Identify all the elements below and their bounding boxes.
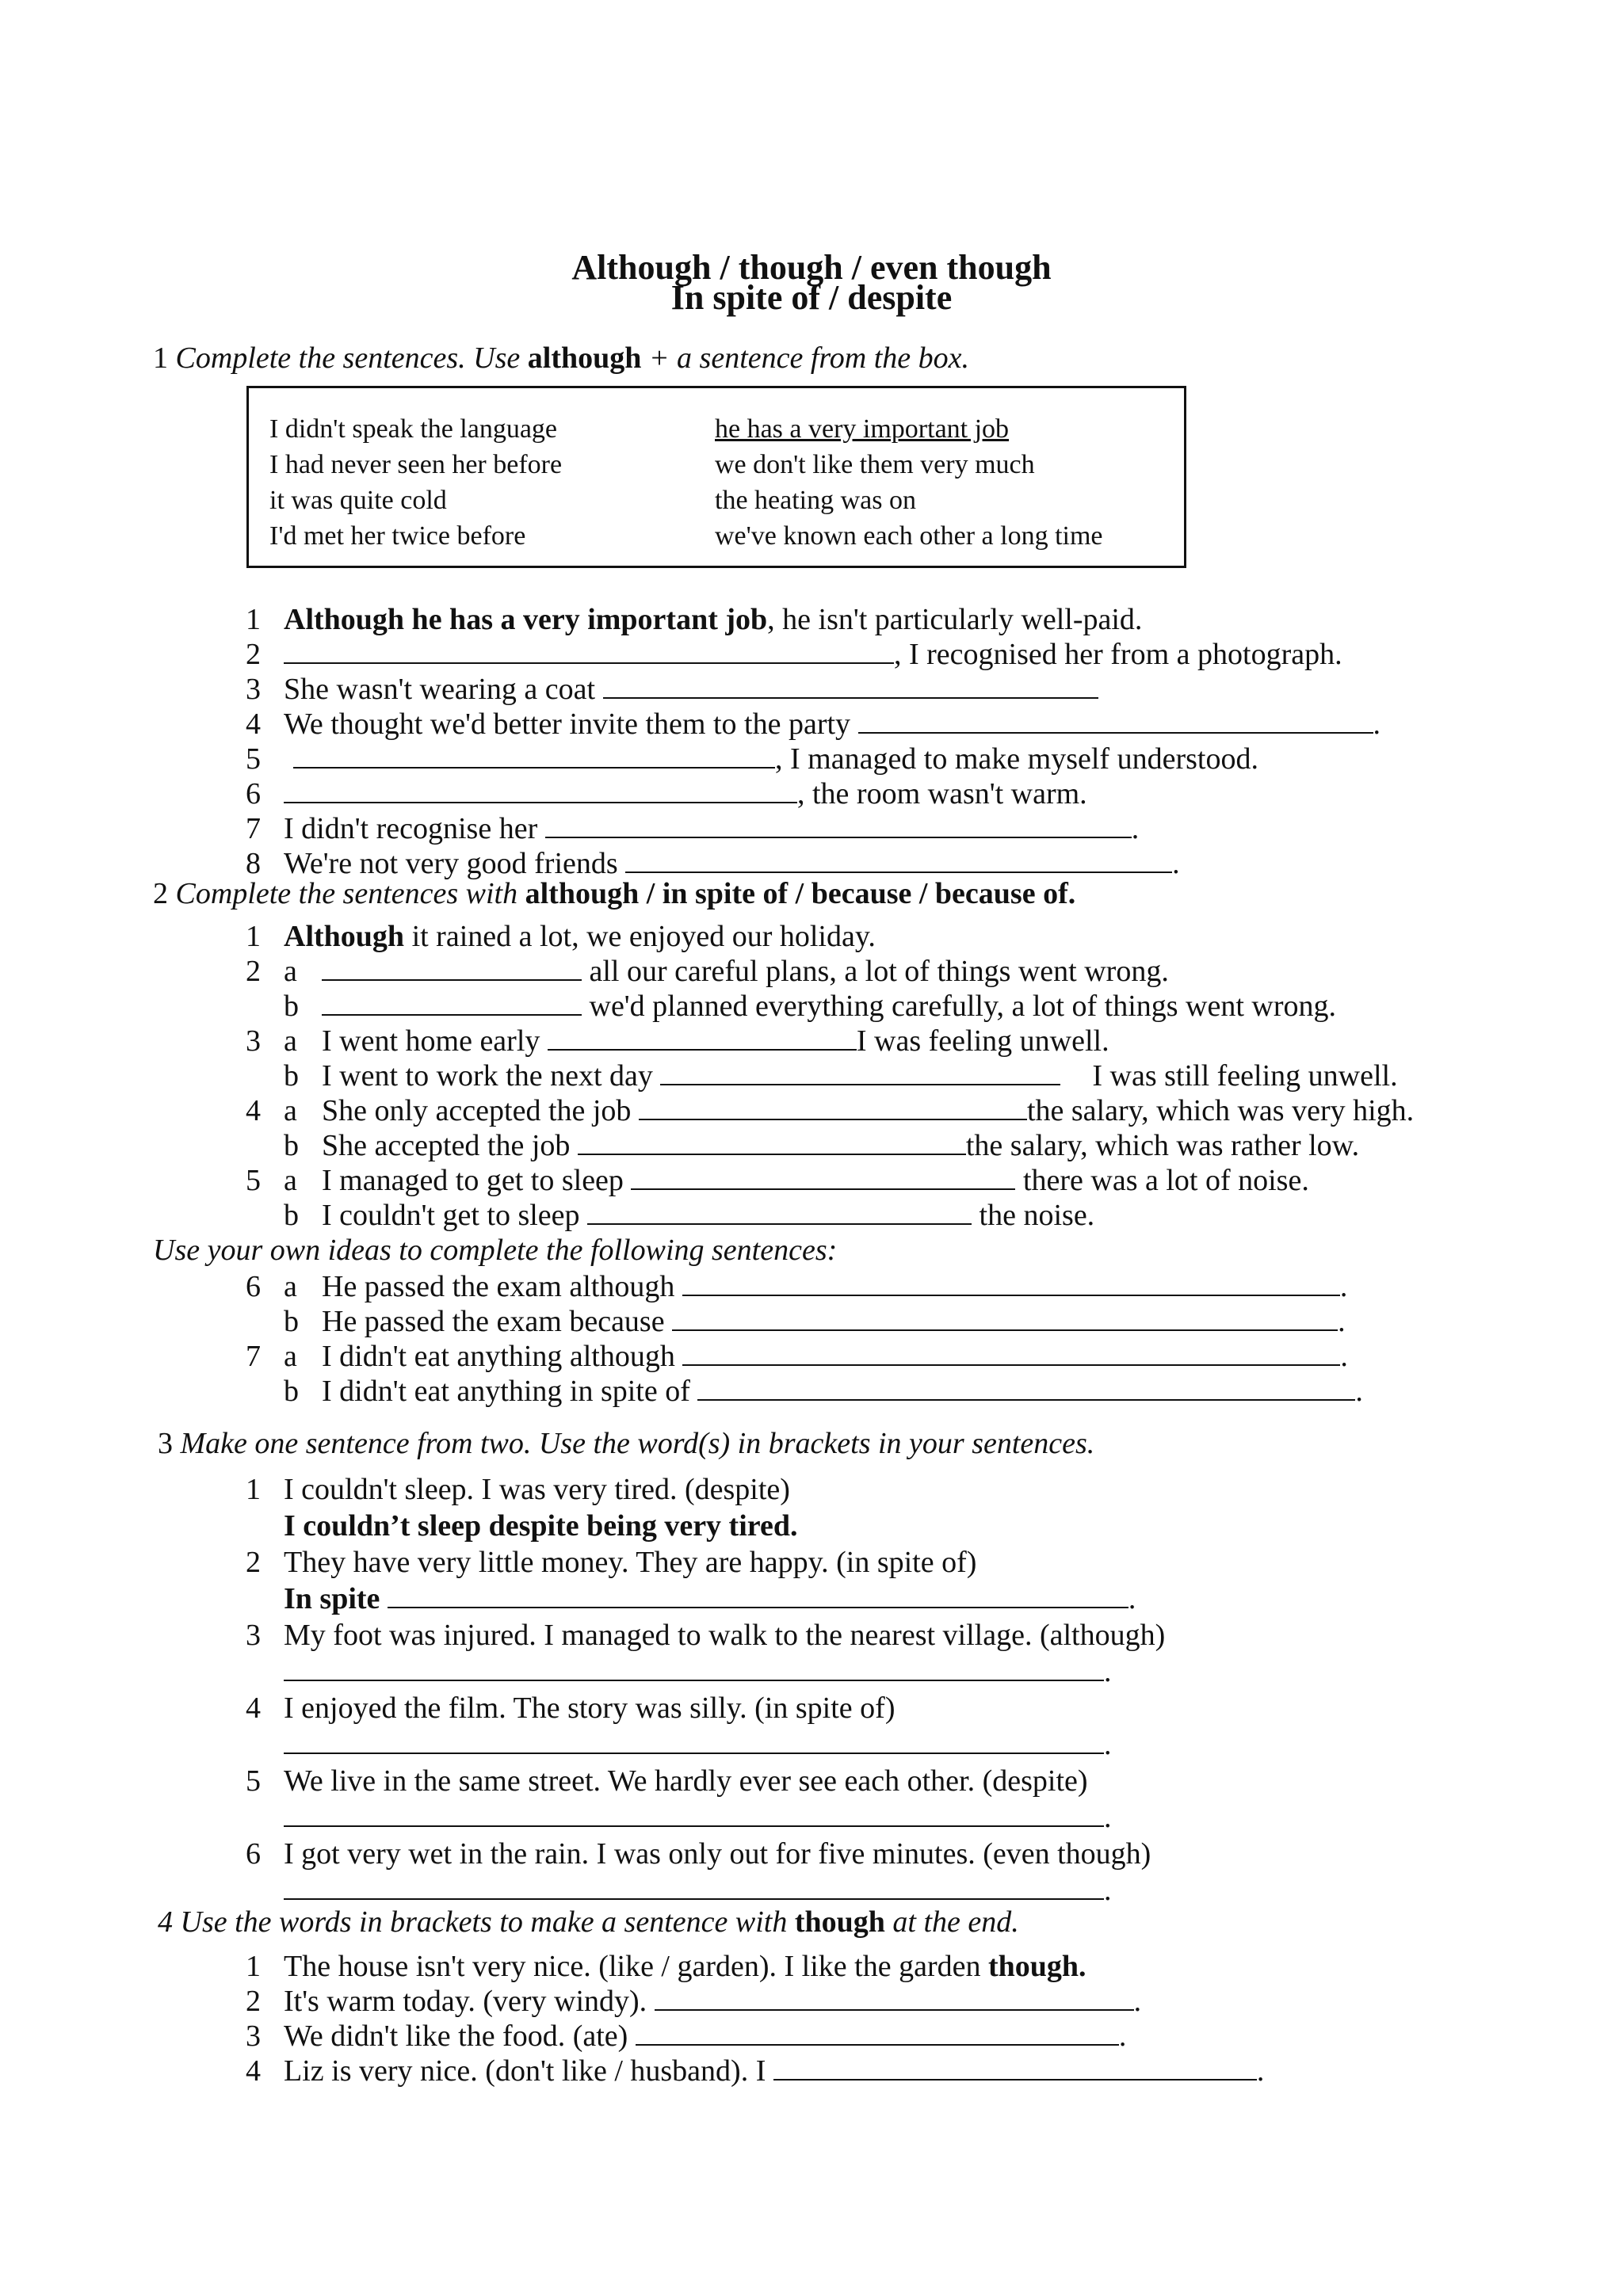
item-number: 2 — [246, 955, 261, 988]
item-question: We live in the same street. We hardly ever see each other. (despite) — [284, 1764, 1088, 1798]
ex3-number: 3 — [158, 1427, 173, 1460]
item-text: . — [1256, 2054, 1265, 2088]
item-number: 2 — [246, 1546, 261, 1579]
item-question: I enjoyed the film. The story was silly. (in spite of) — [284, 1691, 896, 1725]
item-letter: a — [284, 955, 297, 988]
item-text: . — [1128, 1582, 1136, 1615]
ex2-instruction — [153, 876, 1075, 911]
item-text: . — [1104, 1874, 1112, 1907]
item-text: She accepted the job — [322, 1129, 578, 1162]
example-answer: though. — [987, 1950, 1086, 1983]
box-item: the heating was on — [715, 486, 916, 515]
item-text: , he isn't particularly well-paid. — [767, 603, 1143, 636]
item-number: 3 — [246, 2019, 261, 2053]
item-text: He passed the exam although — [322, 1270, 682, 1303]
item-number: 4 — [246, 1691, 261, 1725]
answer-blank[interactable] — [603, 673, 1098, 699]
item-text: I didn't eat anything although — [322, 1340, 683, 1373]
box-item: we've known each other a long time — [715, 521, 1103, 551]
box-item: I'd met her twice before — [269, 521, 526, 551]
sentence-box — [246, 386, 1186, 568]
example-answer: Although he has a very important job — [284, 603, 768, 636]
item-text: Liz is very nice. (don't like / husband). I — [284, 2054, 773, 2088]
ex1-instruction — [153, 341, 969, 376]
item-text: I didn't eat anything in spite of — [322, 1375, 698, 1408]
box-item: I had never seen her before — [269, 450, 563, 479]
item-text: . — [1104, 1655, 1112, 1688]
item-number: 7 — [246, 812, 261, 845]
answer-blank[interactable] — [682, 1271, 1340, 1296]
ex4-instruction-keyword: though — [794, 1905, 885, 1939]
item-letter: a — [284, 1340, 297, 1373]
ex4-number: 4 — [158, 1905, 173, 1939]
item-text: She wasn't wearing a coat — [284, 673, 603, 706]
item-text: the salary, which was very high. — [1026, 1094, 1415, 1127]
answer-blank[interactable] — [284, 1875, 1104, 1900]
item-text: , I managed to make myself understood. — [775, 742, 1258, 776]
item-number: 6 — [246, 1270, 261, 1303]
item-text: . — [1133, 1985, 1142, 2018]
item-number: 7 — [246, 1340, 261, 1373]
item-text: . — [1131, 812, 1140, 845]
item-text: We're not very good friends — [284, 847, 626, 880]
answer-blank[interactable] — [284, 639, 894, 664]
answer-blank[interactable] — [388, 1583, 1128, 1608]
item-text: We didn't like the food. (ate) — [284, 2019, 636, 2053]
item-letter: b — [284, 1305, 299, 1338]
example-answer: I couldn’t sleep despite being very tired. — [284, 1509, 798, 1543]
item-text: the salary, which was rather low. — [965, 1129, 1360, 1162]
ex2-own-ideas-instruction — [153, 1233, 837, 1268]
item-number: 2 — [246, 1985, 261, 2018]
item-text: there was a lot of noise. — [1015, 1164, 1309, 1197]
item-question: I couldn't sleep. I was very tired. (despite) — [284, 1473, 790, 1506]
answer-blank[interactable] — [625, 848, 1172, 873]
item-number: 5 — [246, 1164, 261, 1197]
item-text: . — [1355, 1375, 1363, 1408]
ex3-instruction-text: Make one sentence from two. Use the word(s) in brackets in your sentences. — [180, 1427, 1095, 1460]
item-text: . — [1338, 1305, 1346, 1338]
item-text: the noise. — [972, 1199, 1095, 1232]
answer-blank[interactable] — [284, 1802, 1104, 1827]
answer-blank[interactable] — [773, 2055, 1257, 2081]
item-text: I managed to get to sleep — [322, 1164, 632, 1197]
box-item: we don't like them very much — [715, 450, 1035, 479]
item-number: 5 — [246, 1764, 261, 1798]
item-text: . — [1339, 1270, 1348, 1303]
item-question: My foot was injured. I managed to walk to the nearest village. (although) — [284, 1619, 1166, 1652]
item-text: She only accepted the job — [322, 1094, 639, 1127]
page-subtitle: In spite of / despite — [670, 278, 953, 317]
example-answer: Although — [284, 920, 405, 953]
item-number: 1 — [246, 1950, 261, 1983]
item-number: 6 — [246, 777, 261, 810]
answer-blank[interactable] — [587, 1199, 972, 1225]
item-letter: a — [284, 1024, 297, 1058]
item-letter: a — [284, 1270, 297, 1303]
item-letter: a — [284, 1094, 297, 1127]
item-question: I got very wet in the rain. I was only out for five minutes. (even though) — [284, 1837, 1151, 1871]
ex2-instruction-keywords: although / in spite of / because / because of. — [525, 877, 1076, 910]
item-number: 1 — [246, 603, 261, 636]
item-letter: b — [284, 1375, 299, 1408]
answer-blank[interactable] — [545, 813, 1132, 838]
answer-blank[interactable] — [682, 1341, 1340, 1366]
item-number: 2 — [246, 638, 261, 671]
answer-blank[interactable] — [578, 1130, 966, 1155]
ex3-instruction — [158, 1426, 1094, 1461]
item-text: I didn't recognise her — [284, 812, 545, 845]
answer-prompt: In spite — [284, 1582, 380, 1615]
box-item: I didn't speak the language — [269, 414, 558, 444]
answer-blank[interactable] — [672, 1306, 1338, 1331]
item-text: all our careful plans, a lot of things went wrong. — [582, 955, 1169, 988]
item-number: 1 — [246, 920, 261, 953]
item-number: 3 — [246, 1024, 261, 1058]
page-title: Although / though / even though — [571, 248, 1052, 287]
answer-blank[interactable] — [639, 1095, 1027, 1120]
item-question: They have very little money. They are happy. (in spite of) — [284, 1546, 977, 1579]
answer-blank[interactable] — [284, 1656, 1104, 1681]
answer-blank[interactable] — [631, 1165, 1015, 1190]
ex2-instruction-text: Complete the sentences with — [175, 877, 525, 910]
item-number: 3 — [246, 673, 261, 706]
item-number: 4 — [246, 707, 261, 741]
item-text: it rained a lot, we enjoyed our holiday. — [404, 920, 876, 953]
ex4-instruction-text-b: at the end. — [884, 1905, 1019, 1939]
ex1-instruction-text-a: Complete the sentences. Use — [175, 341, 528, 375]
box-item-example: he has a very important job — [715, 414, 1010, 444]
item-text: The house isn't very nice. (like / garden). I like the garden — [284, 1950, 988, 1983]
item-number: 5 — [246, 742, 261, 776]
item-letter: b — [284, 1199, 299, 1232]
answer-blank[interactable] — [322, 990, 582, 1016]
ex4-instruction-text-a: Use the words in brackets to make a sentence with — [180, 1905, 795, 1939]
answer-blank[interactable] — [697, 1375, 1355, 1401]
item-letter: b — [284, 1129, 299, 1162]
item-number: 6 — [246, 1837, 261, 1871]
box-item: it was quite cold — [269, 486, 447, 515]
answer-blank[interactable] — [858, 708, 1373, 734]
item-text: . — [1118, 2019, 1127, 2053]
item-text: We thought we'd better invite them to the party — [284, 707, 858, 741]
item-letter: a — [284, 1164, 297, 1197]
item-text: I went to work the next day — [322, 1059, 661, 1093]
answer-blank[interactable] — [293, 743, 775, 769]
item-text: . — [1104, 1801, 1112, 1834]
item-text: . — [1172, 847, 1180, 880]
own-ideas-text: Use your own ideas to complete the following sentences: — [153, 1234, 838, 1267]
answer-blank[interactable] — [548, 1025, 857, 1051]
item-text: He passed the exam because — [322, 1305, 673, 1338]
answer-blank[interactable] — [322, 955, 582, 981]
item-text: I was still feeling unwell. — [1092, 1059, 1398, 1093]
item-number: 1 — [246, 1473, 261, 1506]
item-letter: b — [284, 1059, 299, 1093]
answer-blank[interactable] — [660, 1060, 1060, 1085]
item-number: 4 — [246, 1094, 261, 1127]
item-text: , the room wasn't warm. — [797, 777, 1087, 810]
ex1-instruction-keyword: although — [527, 341, 642, 375]
item-letter: b — [284, 990, 299, 1023]
ex1-number: 1 — [153, 341, 168, 375]
answer-blank[interactable] — [284, 778, 797, 803]
item-text: I couldn't get to sleep — [322, 1199, 588, 1232]
ex1-instruction-text-b: + a sentence from the box. — [641, 341, 970, 375]
item-text: . — [1340, 1340, 1348, 1373]
item-number: 8 — [246, 847, 261, 880]
answer-blank[interactable] — [636, 2020, 1119, 2046]
item-text: I went home early — [322, 1024, 548, 1058]
item-text: . — [1104, 1728, 1112, 1761]
answer-blank[interactable] — [284, 1729, 1104, 1754]
item-text: It's warm today. (very windy). — [284, 1985, 655, 2018]
ex2-number: 2 — [153, 877, 168, 910]
answer-blank[interactable] — [655, 1985, 1134, 2011]
item-number: 4 — [246, 2054, 261, 2088]
item-text: , I recognised her from a photograph. — [894, 638, 1342, 671]
item-text: I was feeling unwell. — [856, 1024, 1109, 1058]
item-number: 3 — [246, 1619, 261, 1652]
item-text: we'd planned everything carefully, a lot of things went wrong. — [582, 990, 1337, 1023]
item-text: . — [1373, 707, 1381, 741]
ex4-instruction — [158, 1905, 1019, 1939]
